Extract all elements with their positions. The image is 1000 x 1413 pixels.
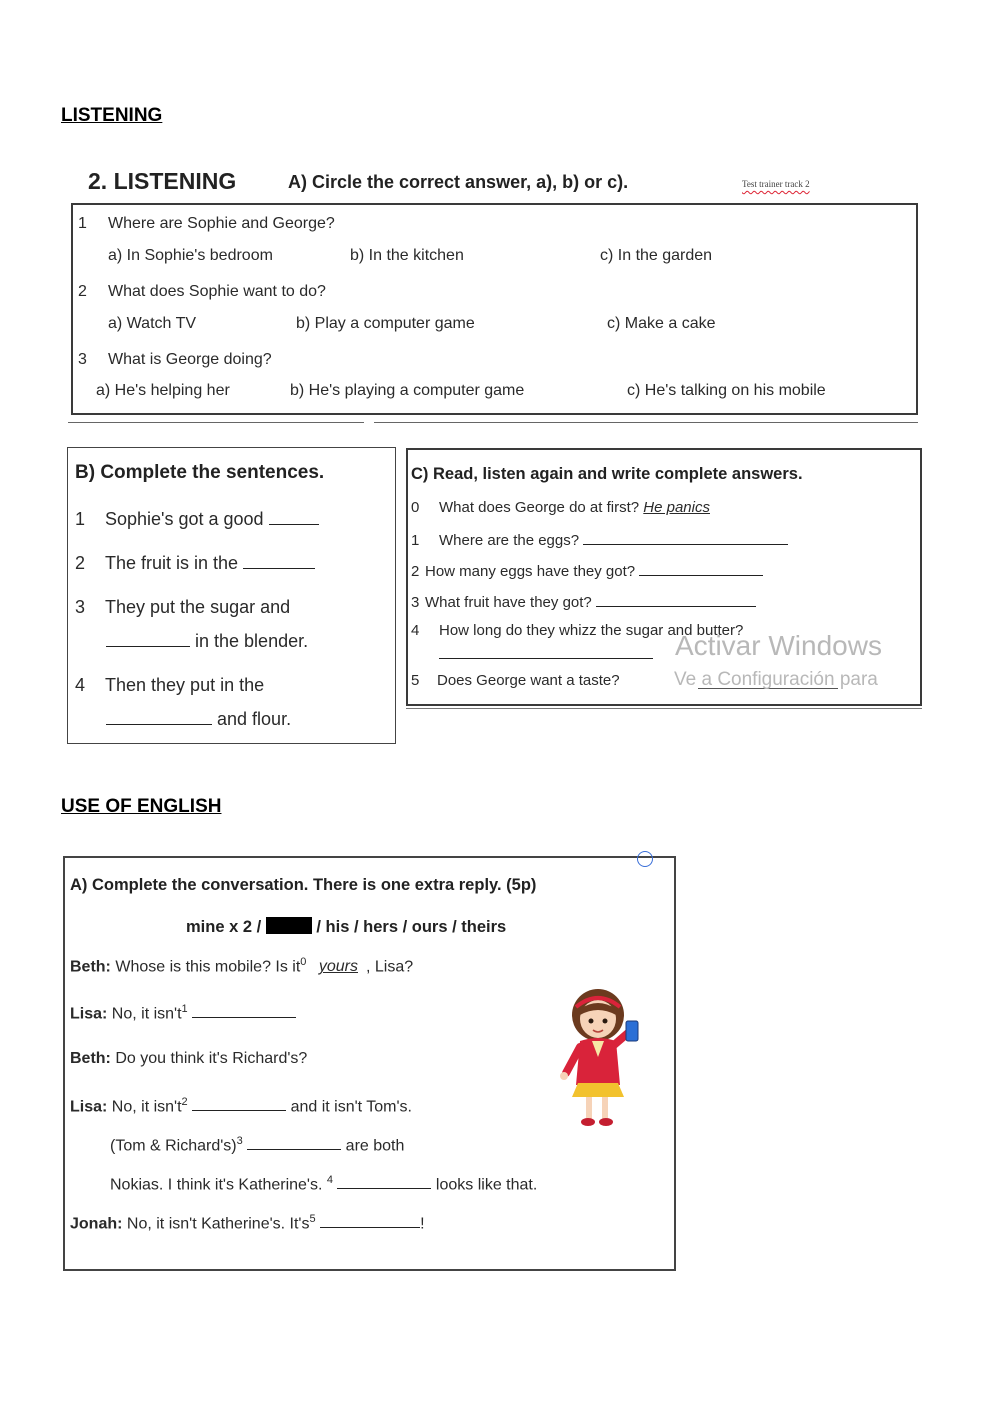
redacted-word [266, 917, 312, 934]
listening-b-title: B) Complete the sentences. [75, 462, 325, 483]
option-1a[interactable]: a) In Sophie's bedroom [108, 247, 273, 264]
option-3c[interactable]: c) He's talking on his mobile [627, 382, 826, 399]
option-2a[interactable]: a) Watch TV [108, 315, 197, 332]
dialogue-line-4: (Tom & Richard's)$^3$ are both [110, 1135, 405, 1155]
girl-with-phone-illustration [550, 985, 650, 1130]
listening-heading: LISTENING [61, 105, 163, 126]
answer-blank[interactable] [192, 1096, 286, 1111]
c-item-0: 0 What does George do at first? He panics [411, 499, 710, 516]
answer-blank[interactable] [247, 1135, 341, 1150]
dialogue-line-6: Jonah: No, it isn't Katherine's. $It's^5$ ! [70, 1213, 425, 1233]
c-item-5: 5 Does George want a taste? [411, 672, 620, 689]
b-item-4: 4 Then they put in the [75, 675, 265, 695]
answer-blank[interactable] [596, 592, 756, 607]
b-item-3-cont: in the blender. [106, 631, 308, 652]
option-2c[interactable]: c) Make a cake [607, 315, 716, 332]
anchor-icon [637, 851, 653, 867]
option-2b[interactable]: b) Play a computer game [296, 315, 475, 332]
listening-c-title: C) Read, listen again and write complete answers. [411, 465, 803, 483]
option-1b[interactable]: b) In the kitchen [350, 247, 464, 264]
answer-blank[interactable] [639, 561, 763, 576]
activation-watermark-title: Activar Windows [675, 630, 882, 661]
question-2: 2 What does Sophie want to do? [78, 283, 326, 300]
b-item-4-cont: and flour. [106, 709, 291, 730]
c-item-3: 3 What fruit have they got? [411, 592, 756, 611]
dialogue-line-2: Beth: Do you think it's Richard's? [70, 1050, 308, 1067]
listening-b-box [67, 447, 396, 744]
listening-a-instruction: A) Circle the correct answer, a), b) or c). [288, 172, 629, 192]
dialogue-line-0: Beth: Whose is this mobile? Is $it^0$ yours , Lisa? [70, 956, 414, 976]
listening-title: 2. LISTENING [88, 168, 237, 194]
answer-blank[interactable] [106, 710, 212, 725]
question-1: 1 Where are Sophie and George? [78, 215, 335, 232]
answer-blank[interactable] [192, 1003, 296, 1018]
c-item-2: 2 How many eggs have they got? [411, 561, 763, 580]
answer-blank[interactable] [269, 510, 319, 525]
separator-line [406, 708, 922, 709]
answer-blank[interactable] [439, 658, 653, 659]
option-3a[interactable]: a) He's helping her [96, 382, 230, 399]
separator-line [374, 422, 918, 423]
activation-watermark-subtitle: Ve a Configuración para [674, 669, 878, 690]
word-bank: mine x 2 / / his / hers / ours / theirs [186, 918, 507, 936]
answer-blank[interactable] [583, 530, 788, 545]
question-3: 3 What is George doing? [78, 351, 272, 368]
option-3b[interactable]: b) He's playing a computer game [290, 382, 525, 399]
option-1c[interactable]: c) In the garden [600, 247, 713, 264]
b-item-3: 3 They put the sugar and [75, 597, 291, 617]
use-of-english-instruction: A) Complete the conversation. There is one extra reply. (5p) [70, 876, 537, 894]
dialogue-line-5: Nokias. I think it's Katherine's. $^4$ looks like that. [110, 1174, 538, 1194]
b-item-2: 2 The fruit is in the [75, 553, 315, 574]
track-note: Test trainer track 2 [742, 179, 810, 189]
answer-blank[interactable] [320, 1213, 420, 1228]
c-item-4: 4 How long do they whizz the sugar and butter? [411, 622, 744, 639]
dialogue-line-3: Lisa: No, it $isn't^2$ and it isn't Tom's. [70, 1096, 412, 1116]
answer-blank[interactable] [337, 1174, 431, 1189]
c-item-1: 1 Where are the eggs? [411, 530, 788, 549]
dialogue-line-1: Lisa: No, it $isn't^1$ [70, 1003, 296, 1023]
answer-blank[interactable] [243, 554, 315, 569]
separator-line [68, 422, 364, 423]
b-item-1: 1 Sophie's got a good [75, 509, 319, 530]
answer-blank[interactable] [106, 632, 190, 647]
use-of-english-heading: USE OF ENGLISH [61, 796, 222, 817]
